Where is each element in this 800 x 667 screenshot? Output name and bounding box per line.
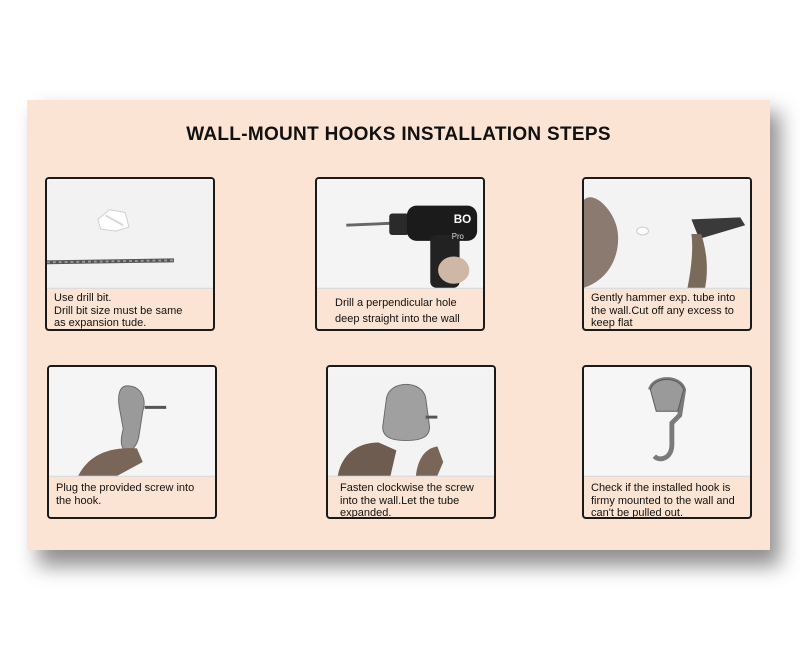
instruction-board bbox=[27, 100, 770, 550]
power-drill-icon bbox=[317, 179, 483, 289]
caption-line: the hook. bbox=[56, 494, 102, 507]
caption-line: expanded. bbox=[340, 507, 392, 519]
caption-line: Drill bit size must be same bbox=[54, 304, 183, 317]
step-caption-3 bbox=[591, 292, 746, 330]
drill-bit-icon bbox=[47, 179, 213, 289]
page-title: WALL-MOUNT HOOKS INSTALLATION STEPS bbox=[186, 124, 611, 145]
step-caption-2 bbox=[335, 295, 479, 327]
step-card-3 bbox=[582, 177, 752, 331]
step-card-6 bbox=[582, 365, 752, 519]
step-photo-4 bbox=[49, 367, 215, 477]
caption-line: keep flat bbox=[591, 317, 633, 329]
caption-line: the wall.Cut off any excess to bbox=[591, 304, 734, 317]
fasten-hook-icon bbox=[328, 367, 494, 477]
step-photo-5 bbox=[328, 367, 494, 477]
caption-line: deep straight into the wall bbox=[335, 313, 460, 325]
drill-model-text: Pro bbox=[451, 231, 464, 241]
step-card-2 bbox=[315, 177, 485, 331]
caption-line: Drill a perpendicular hole bbox=[335, 297, 457, 309]
caption-line: into the wall.Let the tube bbox=[340, 494, 460, 507]
hammer-icon bbox=[584, 179, 750, 289]
step-card-1 bbox=[45, 177, 215, 331]
step-caption-4 bbox=[56, 482, 211, 507]
step-card-5 bbox=[326, 365, 496, 519]
step-caption-1 bbox=[54, 292, 209, 330]
caption-line: as expansion tude. bbox=[54, 317, 147, 329]
caption-line: Gently hammer exp. tube into bbox=[591, 292, 736, 304]
caption-line: firmy mounted to the wall and bbox=[591, 494, 735, 507]
step-caption-6 bbox=[591, 482, 746, 519]
installed-hook-icon bbox=[584, 367, 750, 477]
caption-line: Plug the provided screw into bbox=[56, 482, 195, 494]
caption-line: Use drill bit. bbox=[54, 292, 112, 304]
step-photo-3 bbox=[584, 179, 750, 289]
caption-line: can't be pulled out. bbox=[591, 507, 684, 519]
step-caption-5 bbox=[340, 482, 490, 519]
step-photo-2 bbox=[317, 179, 483, 289]
step-card-4 bbox=[47, 365, 217, 519]
hook-screw-icon bbox=[49, 367, 215, 477]
step-photo-1 bbox=[47, 179, 213, 289]
drill-brand-text: BO bbox=[453, 213, 472, 227]
caption-line: Check if the installed hook is bbox=[591, 482, 731, 494]
step-photo-6 bbox=[584, 367, 750, 477]
caption-line: Fasten clockwise the screw bbox=[340, 482, 474, 494]
